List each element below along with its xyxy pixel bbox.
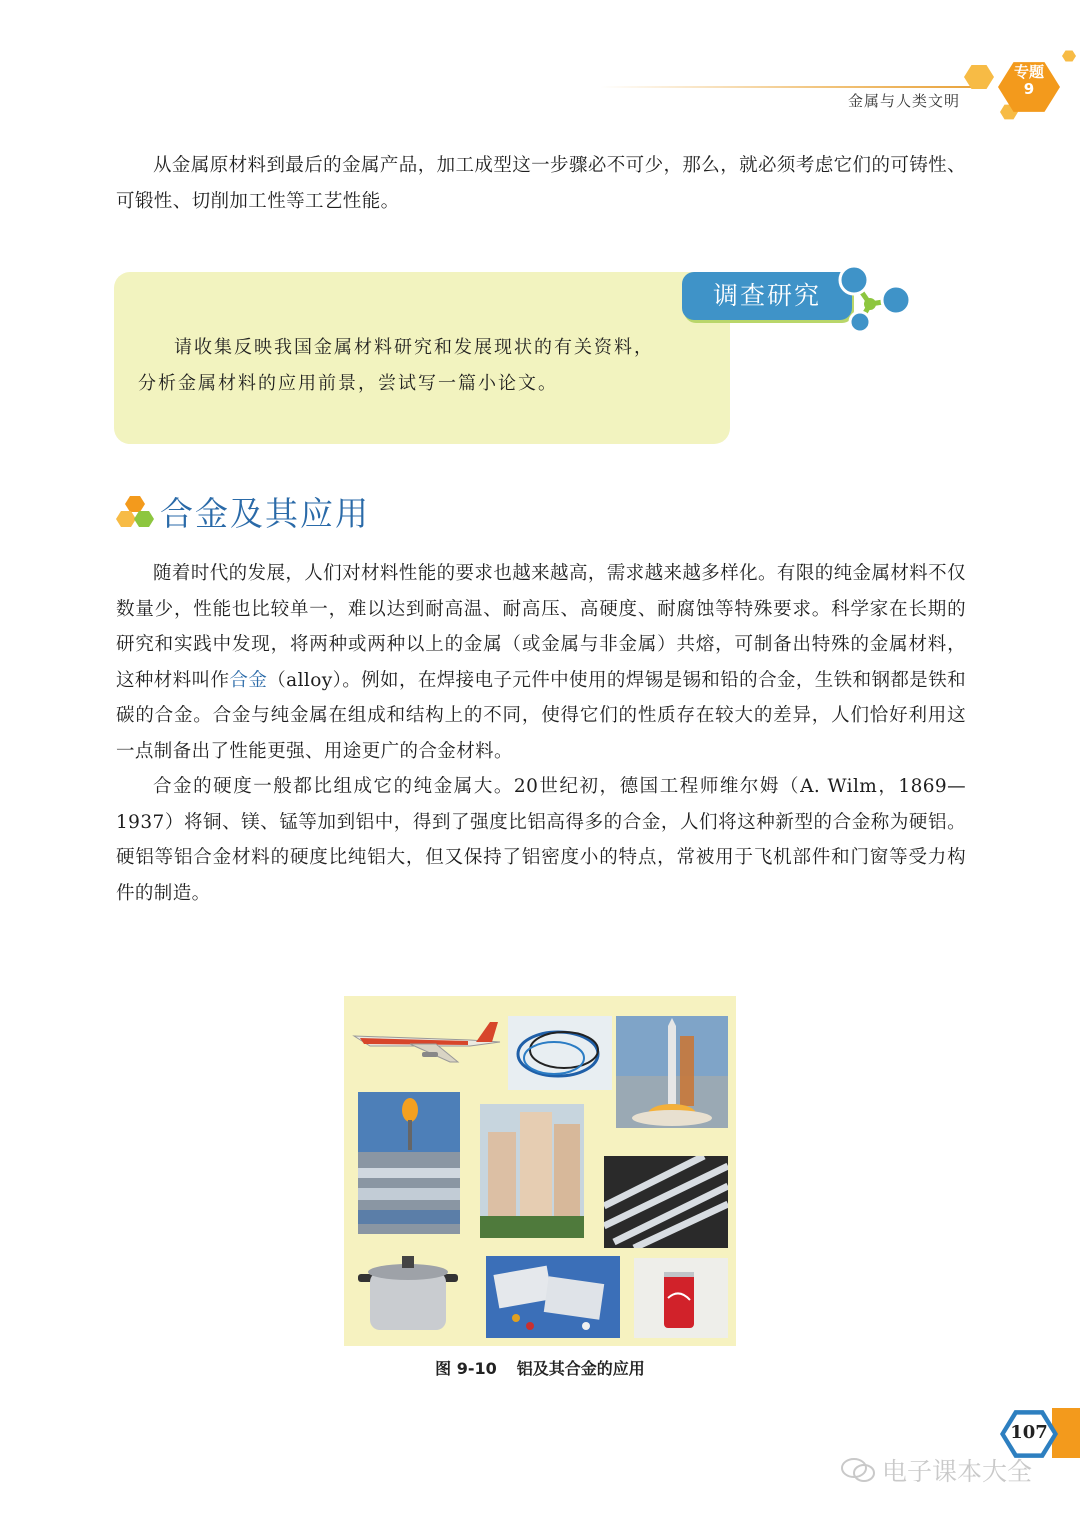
watermark-text: 电子课本大全 bbox=[882, 1457, 1033, 1486]
figure-caption-text: 铝及其合金的应用 bbox=[516, 1359, 645, 1378]
topic-label: 专题 bbox=[1013, 63, 1044, 81]
research-tag: 调查研究 bbox=[682, 272, 852, 320]
section-title: 合金及其应用 bbox=[160, 494, 370, 533]
wechat-icon bbox=[840, 1456, 876, 1484]
airplane-photo bbox=[350, 1012, 504, 1066]
chapter-title: 金属与人类文明 bbox=[847, 92, 960, 110]
figure-collage bbox=[344, 996, 736, 1346]
cable-photo bbox=[508, 1016, 612, 1090]
term-alloy: 合金 bbox=[229, 669, 268, 691]
figure-caption bbox=[344, 1356, 736, 1379]
topic-number: 9 bbox=[1023, 80, 1035, 98]
paragraph-2: 合金的硬度一般都比组成它的纯金属大。20世纪初，德国工程师维尔姆（A. Wilm，1869—1937）将铜、镁、锰等加到铝中，得到了强度比铝高得多的合金，人们将这种新型的合金称为硬铝。硬铝等铝合金材料的硬度比纯铝大，但又保持了铝密度小的特点，常被用于飞机部件和门窗等受力构件的制造。 bbox=[116, 776, 966, 904]
rocket-photo bbox=[616, 1016, 728, 1128]
pressure-cooker-photo bbox=[352, 1252, 464, 1340]
page-number: 107 bbox=[1010, 1422, 1048, 1443]
molecule-icon bbox=[830, 260, 914, 340]
intro-paragraph: 从金属原材料到最后的金属产品，加工成型这一步骤必不可少，那么，就必须考虑它们的可铸性、可锻性、切削加工性等工艺性能。 bbox=[116, 155, 966, 212]
figure-number: 图 9-10 bbox=[435, 1359, 497, 1378]
paragraph-1: 随着时代的发展，人们对材料性能的要求也越来越高，需求越来越多样化。有限的纯金属材料不仅数量少，性能也比较单一，难以达到耐高温、耐高压、高硬度、耐腐蚀等特殊要求。科学家在长期的研究和实践中发现，将两种或两种以上的金属（或金属与非金属）共熔，可制备出特殊的金属材料，这种材料叫作合金（alloy）。例如，在焊接电子元件中使用的焊锡是锡和铅的合金，生铁和钢都是铁和碳的合金。合金与纯金属在组成和结构上的不同，使得它们的性质存在较大的差异，人们恰好利用这一点制备出了性能更强、用途更广的合金材料。 bbox=[116, 563, 966, 762]
buildings-photo bbox=[480, 1104, 584, 1238]
research-line-2: 分析金属材料的应用前景，尝试写一篇小论文。 bbox=[138, 373, 558, 394]
soda-can-photo bbox=[634, 1258, 728, 1338]
section-body bbox=[116, 556, 966, 911]
header-rule bbox=[600, 86, 980, 88]
research-text bbox=[138, 330, 718, 402]
hexagon-cluster-icon bbox=[116, 494, 154, 530]
pipeline-photo bbox=[358, 1092, 460, 1234]
topic-badge-text bbox=[998, 64, 1060, 98]
research-line-1: 请收集反映我国金属材料研究和发展现状的有关资料， bbox=[174, 337, 654, 358]
header-hexagon-decoration bbox=[1062, 50, 1076, 62]
blister-pack-photo bbox=[486, 1256, 620, 1338]
aluminum-tube-photo bbox=[604, 1156, 728, 1248]
